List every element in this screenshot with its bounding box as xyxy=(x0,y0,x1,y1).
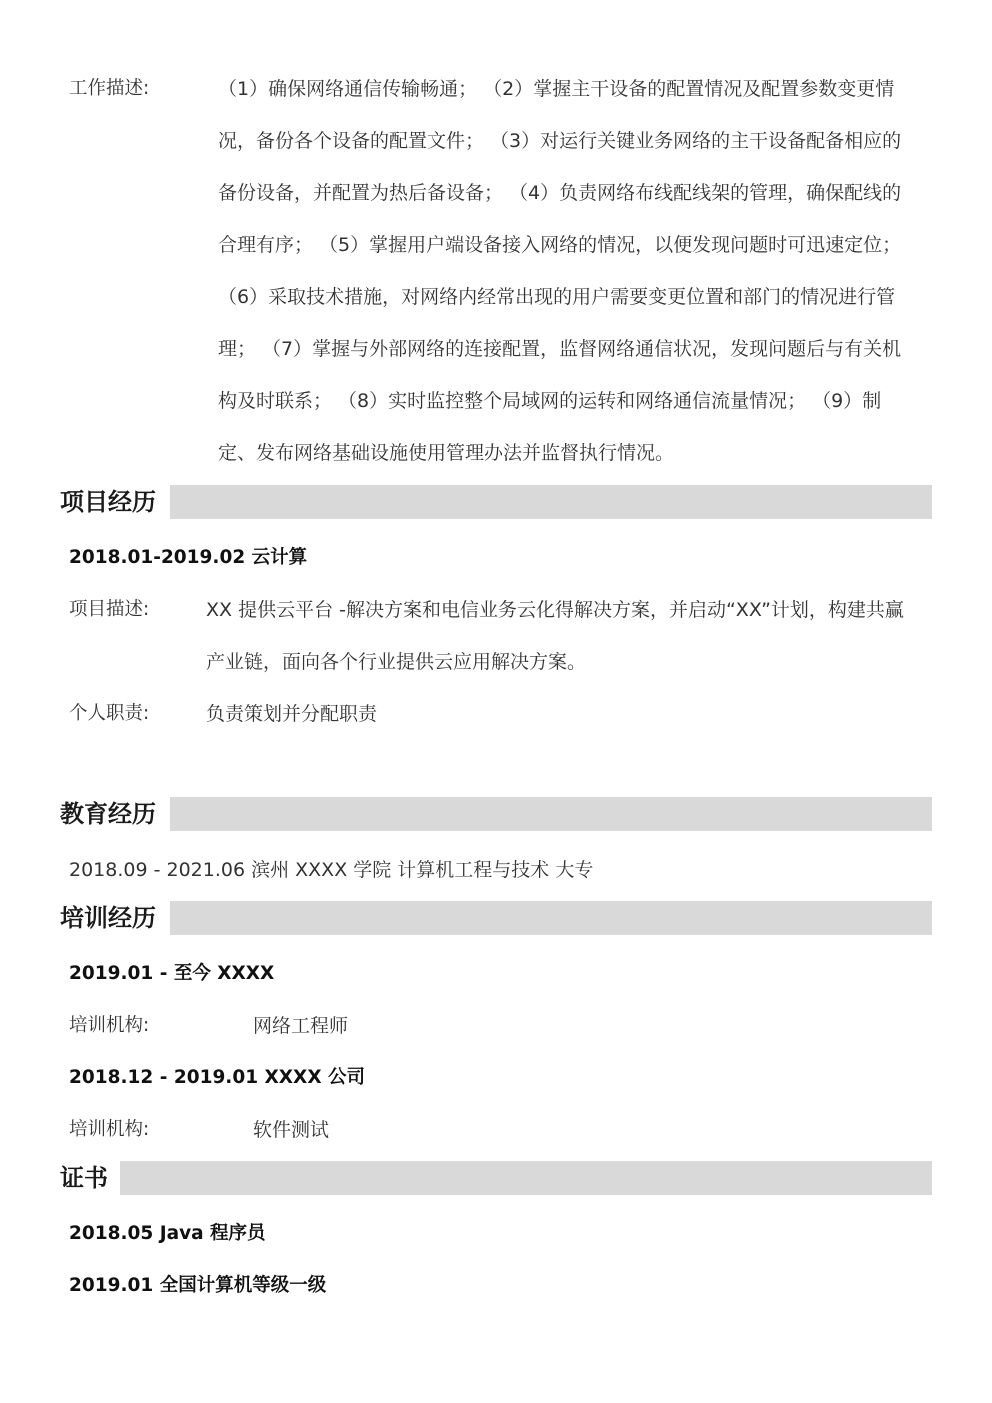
section-title-projects: 项目经历 xyxy=(60,485,164,519)
section-bar-certificates xyxy=(120,1161,932,1195)
project-description-line: XX 提供云平台 -解决方案和电信业务云化得解决方案，并启动“XX”计划，构建共赢 xyxy=(206,599,904,621)
section-title-certificates: 证书 xyxy=(60,1161,116,1195)
section-bar-education xyxy=(170,797,932,831)
project-heading: 2018.01-2019.02 云计算 xyxy=(69,547,308,568)
work-description-line: 合理有序； （5）掌握用户端设备接入网络的情况，以便发现问题时可迅速定位； xyxy=(218,234,902,256)
work-description-line: 理； （7）掌握与外部网络的连接配置，监督网络通信状况，发现问题后与有关机 xyxy=(218,338,902,360)
project-description-line: 产业链，面向各个行业提供云应用解决方案。 xyxy=(206,651,587,673)
training-heading: 2018.12 - 2019.01 XXXX 公司 xyxy=(69,1067,366,1088)
training-institution-label: 培训机构: xyxy=(69,1015,150,1036)
section-title-training: 培训经历 xyxy=(60,901,164,935)
education-entry: 2018.09 - 2021.06 滨州 XXXX 学院 计算机工程与技术 大专 xyxy=(69,859,594,881)
training-institution-value: 网络工程师 xyxy=(253,1015,349,1037)
work-description-line: 定、发布网络基础设施使用管理办法并监督执行情况。 xyxy=(218,442,675,464)
work-description-line: （6）采取技术措施，对网络内经常出现的用户需要变更位置和部门的情况进行管 xyxy=(218,286,896,308)
work-description-line: 备份设备，并配置为热后备设备； （4）负责网络布线配线架的管理，确保配线的 xyxy=(218,182,902,204)
training-institution-label: 培训机构: xyxy=(69,1119,150,1140)
section-title-education: 教育经历 xyxy=(60,797,164,831)
training-institution-value: 软件测试 xyxy=(253,1119,330,1141)
training-heading: 2019.01 - 至今 XXXX xyxy=(69,963,275,984)
work-description-line: 构及时联系； （8）实时监控整个局域网的运转和网络通信流量情况； （9）制 xyxy=(218,390,882,412)
certificate-item: 2018.05 Java 程序员 xyxy=(69,1223,266,1244)
work-description-label: 工作描述: xyxy=(69,78,150,99)
section-bar-projects xyxy=(170,485,932,519)
work-description-line: 况，备份各个设备的配置文件； （3）对运行关键业务网络的主干设备配备相应的 xyxy=(218,130,902,152)
certificate-item: 2019.01 全国计算机等级一级 xyxy=(69,1275,327,1296)
project-duty-value: 负责策划并分配职责 xyxy=(206,703,378,725)
section-bar-training xyxy=(170,901,932,935)
work-description-line: （1）确保网络通信传输畅通； （2）掌握主干设备的配置情况及配置参数变更情 xyxy=(218,78,895,100)
project-duty-label: 个人职责: xyxy=(69,703,150,724)
project-description-label: 项目描述: xyxy=(69,599,150,620)
